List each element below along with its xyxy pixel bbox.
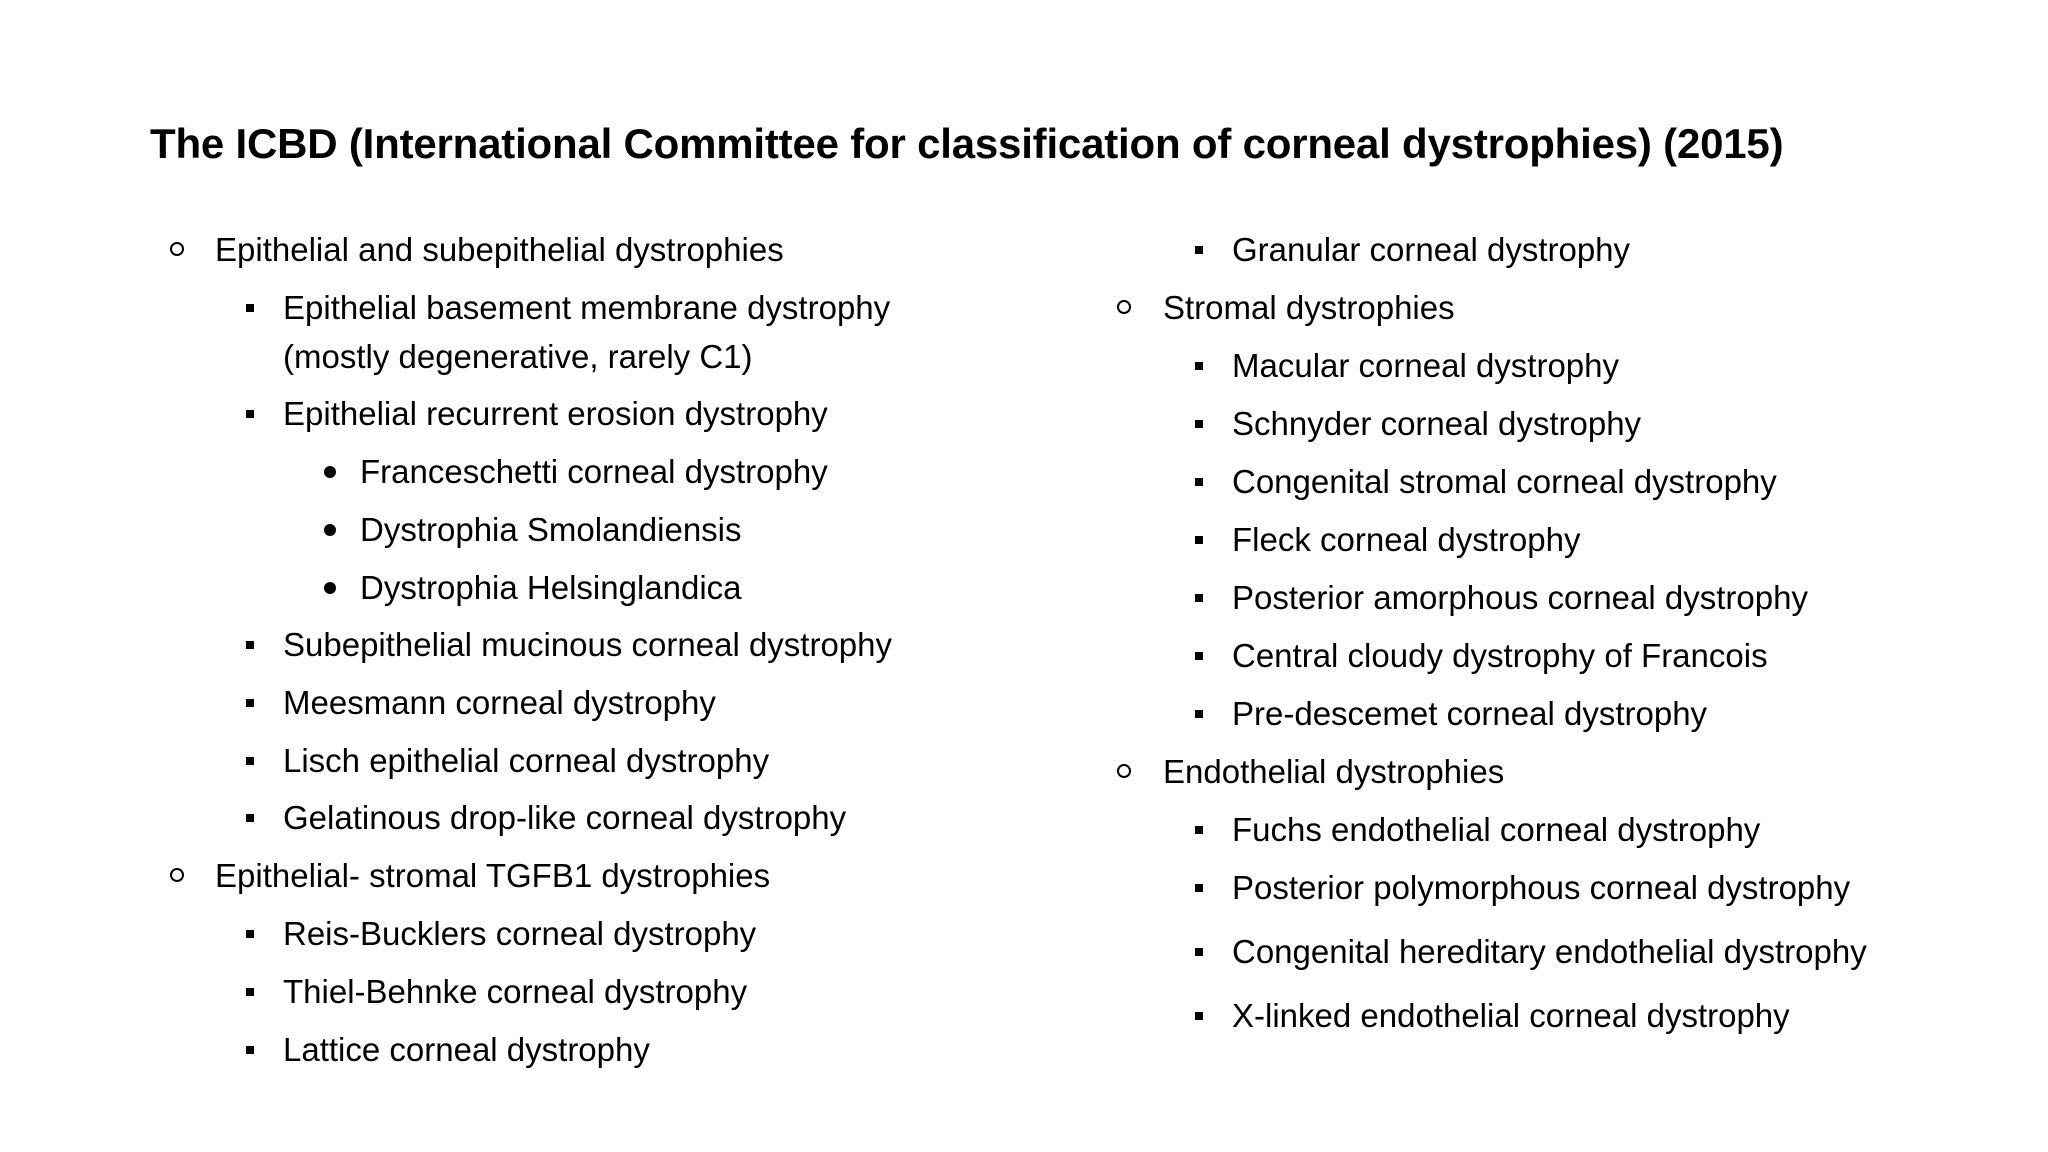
hollow-circle-bullet-icon — [170, 242, 184, 256]
square-bullet-icon — [246, 699, 254, 707]
square-bullet-icon — [246, 757, 254, 765]
item-label: Fleck corneal dystrophy — [1232, 521, 1581, 558]
square-bullet-icon — [246, 988, 254, 996]
square-bullet-icon — [246, 1046, 254, 1054]
dot-bullet-icon — [324, 466, 336, 478]
item-label: Epithelial recurrent erosion dystrophy — [283, 395, 828, 432]
square-bullet-icon — [1195, 652, 1203, 660]
category-label: Stromal dystrophies — [1163, 289, 1455, 326]
item-label: Central cloudy dystrophy of Francois — [1232, 637, 1768, 674]
item-label: Pre-descemet corneal dystrophy — [1232, 695, 1708, 732]
item-label: Reis-Bucklers corneal dystrophy — [283, 915, 757, 952]
item-label: Gelatinous drop-like corneal dystrophy — [283, 799, 847, 836]
hollow-circle-bullet-icon — [1117, 300, 1131, 314]
item-label: Congenital hereditary endothelial dystrophy — [1232, 933, 1867, 970]
square-bullet-icon — [1195, 536, 1203, 544]
square-bullet-icon — [1195, 594, 1203, 602]
square-bullet-icon — [246, 814, 254, 822]
square-bullet-icon — [1195, 478, 1203, 486]
dot-bullet-icon — [324, 524, 336, 536]
item-label: Franceschetti corneal dystrophy — [360, 453, 828, 490]
category-label: Epithelial- stromal TGFB1 dystrophies — [215, 857, 771, 894]
item-label: Lattice corneal dystrophy — [283, 1031, 650, 1068]
item-label: Dystrophia Helsinglandica — [360, 569, 742, 606]
item-label: Dystrophia Smolandiensis — [360, 511, 742, 548]
item-label: Congenital stromal corneal dystrophy — [1232, 463, 1777, 500]
square-bullet-icon — [1195, 420, 1203, 428]
item-label: Fuchs endothelial corneal dystrophy — [1232, 811, 1761, 848]
item-label: Epithelial basement membrane dystrophy — [283, 289, 891, 326]
square-bullet-icon — [246, 930, 254, 938]
category-label: Endothelial dystrophies — [1163, 753, 1505, 790]
square-bullet-icon — [1195, 710, 1203, 718]
item-label: Thiel-Behnke corneal dystrophy — [283, 973, 748, 1010]
square-bullet-icon — [1195, 362, 1203, 370]
category-label: Epithelial and subepithelial dystrophies — [215, 231, 784, 268]
hollow-circle-bullet-icon — [1117, 764, 1131, 778]
square-bullet-icon — [246, 304, 254, 312]
square-bullet-icon — [246, 410, 254, 418]
item-label: (mostly degenerative, rarely C1) — [283, 338, 753, 375]
item-label: Macular corneal dystrophy — [1232, 347, 1620, 384]
square-bullet-icon — [1195, 948, 1203, 956]
item-label: Schnyder corneal dystrophy — [1232, 405, 1642, 442]
item-label: Posterior polymorphous corneal dystrophy — [1232, 869, 1851, 906]
square-bullet-icon — [1195, 826, 1203, 834]
square-bullet-icon — [1195, 1012, 1203, 1020]
item-label: Lisch epithelial corneal dystrophy — [283, 742, 770, 779]
item-label: Subepithelial mucinous corneal dystrophy — [283, 626, 893, 663]
square-bullet-icon — [246, 641, 254, 649]
slide-title: The ICBD (International Committee for classification of corneal dystrophies) (2015) — [150, 120, 1784, 167]
hollow-circle-bullet-icon — [170, 868, 184, 882]
item-label: X-linked endothelial corneal dystrophy — [1232, 997, 1790, 1034]
item-label: Granular corneal dystrophy — [1232, 231, 1631, 268]
dot-bullet-icon — [324, 582, 336, 594]
square-bullet-icon — [1195, 246, 1203, 254]
item-label: Posterior amorphous corneal dystrophy — [1232, 579, 1808, 616]
square-bullet-icon — [1195, 884, 1203, 892]
item-label: Meesmann corneal dystrophy — [283, 684, 716, 721]
